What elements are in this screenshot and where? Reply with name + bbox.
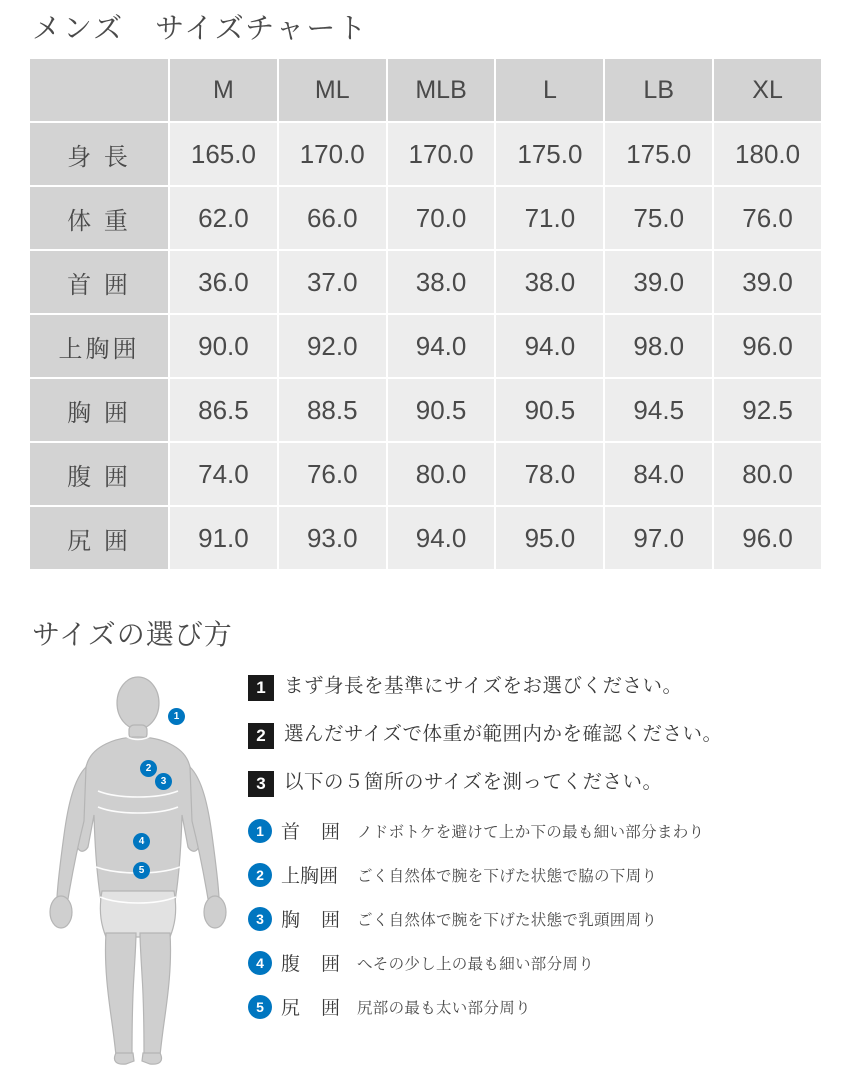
measurement-list — [248, 817, 831, 1020]
figure-marker-4: 4 — [133, 833, 150, 850]
step-text-3: 以下の５箇所のサイズを測ってください。 — [284, 771, 663, 793]
list-item — [248, 905, 831, 932]
cell-upper-chest-m: 90.0 — [169, 314, 278, 378]
measure-desc-waist: へその少し上の最も細い部分周り — [357, 955, 595, 973]
cell-upper-chest-l: 94.0 — [495, 314, 604, 378]
cell-upper-chest-ml: 92.0 — [278, 314, 387, 378]
step-text-1: まず身長を基準にサイズをお選びください。 — [284, 675, 683, 697]
cell-weight-xl: 76.0 — [713, 186, 822, 250]
guide-steps-container — [248, 667, 831, 1065]
list-item — [248, 993, 831, 1020]
measure-label-neck: 首 囲 — [281, 822, 342, 843]
measure-desc-chest: ごく自然体で腕を下げた状態で乳頭囲周り — [357, 911, 658, 929]
measure-label-upper-chest: 上胸囲 — [281, 866, 339, 887]
cell-neck-ml: 37.0 — [278, 250, 387, 314]
cell-waist-mlb: 80.0 — [387, 442, 496, 506]
how-to-choose-title: サイズの選び方 — [32, 619, 233, 650]
size-table-head — [29, 58, 822, 122]
cell-hip-l: 95.0 — [495, 506, 604, 570]
measure-badge-2: 2 — [248, 863, 272, 887]
measure-badge-3: 3 — [248, 907, 272, 931]
cell-hip-ml: 93.0 — [278, 506, 387, 570]
row-header-neck: 首 囲 — [29, 250, 169, 314]
cell-hip-mlb: 94.0 — [387, 506, 496, 570]
figure-marker-5: 5 — [133, 862, 150, 879]
measure-label-waist: 腹 囲 — [281, 954, 342, 975]
cell-chest-xl: 92.5 — [713, 378, 822, 442]
cell-weight-m: 62.0 — [169, 186, 278, 250]
cell-chest-lb: 94.5 — [604, 378, 713, 442]
table-corner-cell — [29, 58, 169, 122]
guide-step-3 — [248, 769, 831, 797]
body-figure-container — [28, 667, 248, 1065]
guide-section — [0, 667, 851, 1065]
column-header-mlb: MLB — [387, 58, 496, 122]
cell-chest-l: 90.5 — [495, 378, 604, 442]
row-header-upper-chest: 上胸囲 — [29, 314, 169, 378]
measure-badge-1: 1 — [248, 819, 272, 843]
measure-badge-5: 5 — [248, 995, 272, 1019]
cell-upper-chest-lb: 98.0 — [604, 314, 713, 378]
measure-badge-4: 4 — [248, 951, 272, 975]
cell-weight-mlb: 70.0 — [387, 186, 496, 250]
cell-hip-xl: 96.0 — [713, 506, 822, 570]
cell-neck-xl: 39.0 — [713, 250, 822, 314]
cell-hip-lb: 97.0 — [604, 506, 713, 570]
measure-desc-neck: ノドボトケを避けて上か下の最も細い部分まわり — [357, 823, 705, 841]
step-badge-1: 1 — [248, 675, 274, 701]
page-title: メンズ サイズチャート — [32, 13, 369, 45]
measure-desc-hip: 尻部の最も太い部分周り — [357, 999, 531, 1017]
measure-label-chest: 胸 囲 — [281, 910, 342, 931]
cell-neck-mlb: 38.0 — [387, 250, 496, 314]
cell-chest-ml: 88.5 — [278, 378, 387, 442]
table-row — [29, 378, 822, 442]
row-header-weight: 体 重 — [29, 186, 169, 250]
cell-weight-lb: 75.0 — [604, 186, 713, 250]
list-item — [248, 949, 831, 976]
cell-upper-chest-xl: 96.0 — [713, 314, 822, 378]
step-badge-3: 3 — [248, 771, 274, 797]
table-row — [29, 442, 822, 506]
measure-label-hip: 尻 囲 — [281, 998, 342, 1019]
figure-marker-2: 2 — [140, 760, 157, 777]
table-row — [29, 186, 822, 250]
figure-marker-3: 3 — [155, 773, 172, 790]
list-item — [248, 817, 831, 844]
cell-weight-ml: 66.0 — [278, 186, 387, 250]
cell-waist-l: 78.0 — [495, 442, 604, 506]
row-header-hip: 尻 囲 — [29, 506, 169, 570]
guide-step-1 — [248, 673, 831, 701]
table-header-row — [29, 58, 822, 122]
table-row — [29, 506, 822, 570]
table-row — [29, 250, 822, 314]
size-table-container — [0, 57, 851, 571]
cell-height-ml: 170.0 — [278, 122, 387, 186]
cell-waist-ml: 76.0 — [278, 442, 387, 506]
cell-weight-l: 71.0 — [495, 186, 604, 250]
column-header-l: L — [495, 58, 604, 122]
cell-height-m: 165.0 — [169, 122, 278, 186]
cell-height-xl: 180.0 — [713, 122, 822, 186]
table-row — [29, 314, 822, 378]
cell-hip-m: 91.0 — [169, 506, 278, 570]
column-header-ml: ML — [278, 58, 387, 122]
cell-neck-l: 38.0 — [495, 250, 604, 314]
list-item — [248, 861, 831, 888]
cell-upper-chest-mlb: 94.0 — [387, 314, 496, 378]
step-text-2: 選んだサイズで体重が範囲内かを確認ください。 — [284, 723, 723, 745]
cell-height-lb: 175.0 — [604, 122, 713, 186]
row-header-waist: 腹 囲 — [29, 442, 169, 506]
cell-waist-m: 74.0 — [169, 442, 278, 506]
cell-height-l: 175.0 — [495, 122, 604, 186]
column-header-lb: LB — [604, 58, 713, 122]
cell-chest-mlb: 90.5 — [387, 378, 496, 442]
size-table-body — [29, 122, 822, 570]
measure-desc-upper-chest: ごく自然体で腕を下げた状態で脇の下周り — [357, 867, 658, 885]
row-header-height: 身 長 — [29, 122, 169, 186]
row-header-chest: 胸 囲 — [29, 378, 169, 442]
size-table — [28, 57, 823, 571]
cell-chest-m: 86.5 — [169, 378, 278, 442]
cell-waist-lb: 84.0 — [604, 442, 713, 506]
cell-height-mlb: 170.0 — [387, 122, 496, 186]
table-row — [29, 122, 822, 186]
cell-neck-m: 36.0 — [169, 250, 278, 314]
step-badge-2: 2 — [248, 723, 274, 749]
figure-marker-1: 1 — [168, 708, 185, 725]
cell-neck-lb: 39.0 — [604, 250, 713, 314]
column-header-m: M — [169, 58, 278, 122]
column-header-xl: XL — [713, 58, 822, 122]
cell-waist-xl: 80.0 — [713, 442, 822, 506]
guide-step-2 — [248, 721, 831, 749]
